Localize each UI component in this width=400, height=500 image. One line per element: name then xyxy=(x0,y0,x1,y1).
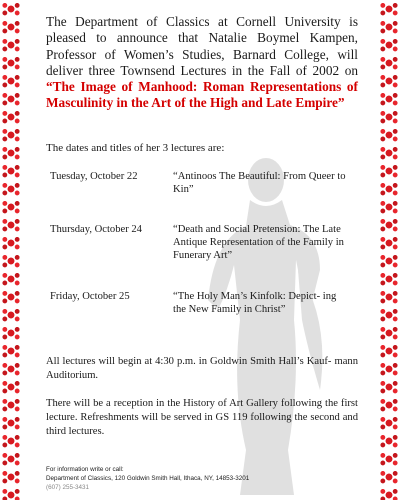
footer-line-contact-prompt: For information write or call: xyxy=(46,466,124,473)
announcement-body xyxy=(46,14,358,112)
statue-watermark-image xyxy=(170,150,350,500)
footer-line-phone: (607) 255-3431 xyxy=(46,484,90,491)
lecture-date: Friday, October 25 xyxy=(50,291,130,302)
dates-heading: The dates and titles of her 3 lectures are: xyxy=(46,142,225,154)
contact-footer xyxy=(46,465,366,492)
left-floral-border xyxy=(0,0,22,500)
intro-paragraph xyxy=(46,14,358,112)
lecture-title: “Antinoos The Beautiful: From Queer to Kin” xyxy=(173,171,346,195)
right-floral-border xyxy=(378,0,400,500)
reception-note: There will be a reception in the History of Art Gallery following the first lecture. Refreshments will be served in GS 119 following the second and third lectures. xyxy=(46,398,358,437)
lecture-title: “The Holy Man’s Kinfolk: Depict- ing the New Family in Christ” xyxy=(173,291,337,315)
lecture-date: Tuesday, October 22 xyxy=(50,171,138,182)
lecture-date: Thursday, October 24 xyxy=(50,224,142,235)
time-location-note: All lectures will begin at 4:30 p.m. in Goldwin Smith Hall’s Kauf- mann Auditorium. xyxy=(46,356,358,381)
footer-line-address: Department of Classics, 120 Goldwin Smith Hall, Ithaca, NY, 14853-3201 xyxy=(46,475,250,482)
intro-text: The Department of Classics at Cornell University is pleased to announce that Natalie Boymel Kampen, Professor of Women’s Studies, Barnard College, will deliver three Townsend Lectures in the Fall of 2002 on xyxy=(46,14,358,78)
lecture-series-title: “The Image of Manhood: Roman Representations of Masculinity in the Art of the High and Late Empire” xyxy=(46,79,358,111)
lecture-title: “Death and Social Pretension: The Late Antique Representation of the Family in Funerary Art” xyxy=(173,224,344,261)
